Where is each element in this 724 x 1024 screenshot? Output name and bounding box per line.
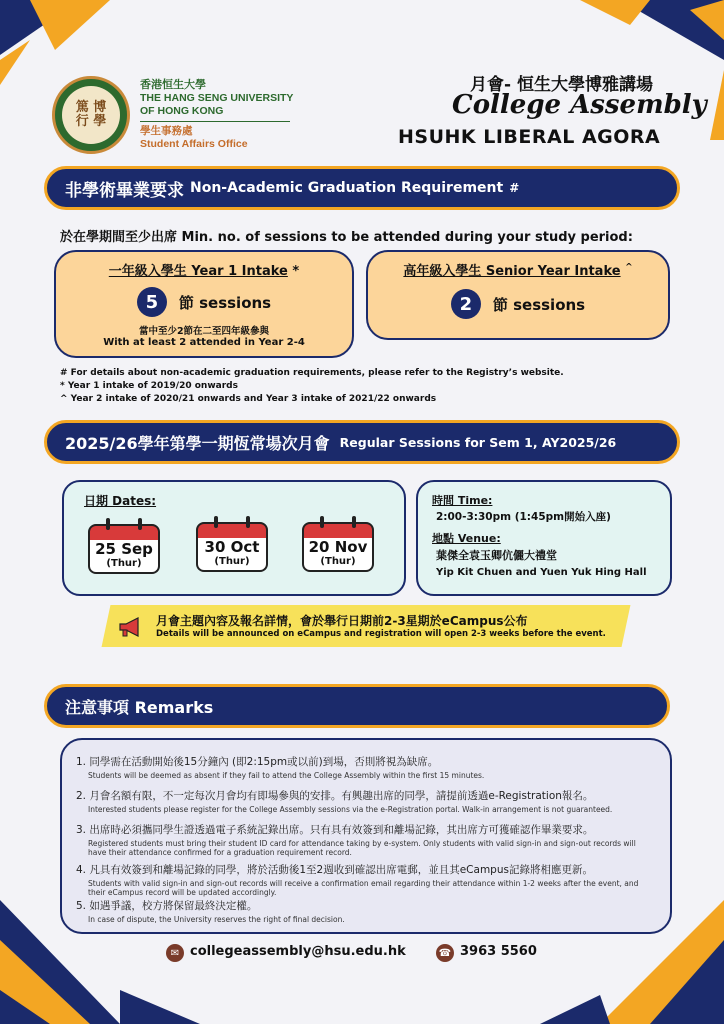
phone-icon: ☎ (436, 944, 454, 962)
senior-heading: 高年級入學生 Senior Year Intake (403, 264, 621, 279)
sessions-section-bar (44, 420, 680, 464)
announcement-zh: 月會主題內容及報名詳情，會於舉行日期前2-3星期於eCampus公布 (156, 614, 528, 628)
calendar-ring (352, 516, 356, 528)
senior-intake-card (366, 250, 670, 340)
remark-en: Students with valid sign-in and sign-out records will receive a confirmation email regarding their attendance within 1-2 weeks after the event, and their eCampus record will be updated accordingly. (88, 879, 639, 897)
university-logo-emblem: 篤 博 行 學 (62, 86, 120, 144)
remark-en: Interested students please register for the College Assembly sessions via the e-Registration portal. Walk-in arrangement is not guaranteed. (88, 805, 613, 814)
session-weekday: (Thur) (106, 558, 142, 569)
calendar-ring (246, 516, 250, 528)
contact-email[interactable]: collegeassembly@hsu.edu.hk (190, 944, 406, 959)
calendar-body (196, 538, 268, 572)
min-sessions-text: 於在學期間至少出席 Min. no. of sessions to be attended during your study period: (60, 230, 633, 245)
remark-en: Registered students must bring their student ID card for attendance taking by e-system. Only students with valid sign-in and sign-out records will have their attendance confirmed for a graduation requirement record. (88, 839, 636, 857)
time-label: 時間 Time: (432, 494, 493, 507)
senior-count-badge: 2 (451, 289, 481, 319)
requirement-footnotes (60, 367, 564, 406)
calendar-ring (320, 516, 324, 528)
senior-mark: ^ (625, 262, 633, 273)
announcement-en: Details will be announced on eCampus and registration will open 2-3 weeks before the event. (156, 629, 606, 639)
dates-label: 日期 Dates: (84, 494, 157, 508)
year1-heading: 一年級入學生 Year 1 Intake (108, 264, 288, 279)
contact-phone[interactable]: 3963 5560 (460, 944, 537, 959)
university-logo (52, 76, 130, 154)
office-name-zh: 學生事務處 (140, 125, 193, 137)
session-date: 30 Oct (204, 538, 260, 556)
time-value: 2:00-3:30pm (1:45pm開始入座) (436, 511, 611, 523)
calendar-ring (106, 518, 110, 530)
remarks-section-bar (44, 684, 670, 728)
remark-item-2 (76, 788, 612, 814)
remark-en: Students will be deemed as absent if they fail to attend the College Assembly within the first 15 minutes. (88, 771, 485, 780)
announcement-text (156, 612, 606, 639)
year1-note-zh: 當中至少2節在二至四年級參與 (138, 326, 270, 337)
remark-zh: 1. 同學需在活動開始後15分鐘內 (即2:15pm或以前)到場，否則將視為缺席。 (76, 756, 439, 768)
remark-en: In case of dispute, the University reserves the right of final decision. (88, 915, 345, 924)
time-venue-card (416, 480, 672, 596)
remark-item-3 (76, 822, 660, 857)
university-name-en-line1: THE HANG SENG UNIVERSITY (140, 92, 294, 104)
year1-count-badge: 5 (137, 287, 167, 317)
email-icon: ✉ (166, 944, 184, 962)
university-name-en-line2: OF HONG KONG (140, 105, 224, 117)
remark-zh: 2. 月會名額有限，不一定每次月會均有即場參與的安排。有興趣出席的同學，請提前透過e-Registration報名。 (76, 790, 594, 802)
university-name-zh: 香港恒生大學 (140, 79, 206, 91)
sessions-bar-title-zh: 2025/26學年第學一期恆常場次月會 (65, 433, 330, 453)
footnote-star: * Year 1 intake of 2019/20 onwards (60, 381, 238, 391)
remark-item-1 (76, 754, 484, 780)
remark-zh: 4. 凡具有效簽到和離場記錄的同學，將於活動後1至2週收到確認出席電郵，並且其eCampus記錄將相應更新。 (76, 864, 593, 876)
calendar-date-3 (302, 516, 374, 572)
remark-item-4 (76, 862, 660, 897)
title-college-assembly: College Assembly (452, 90, 707, 120)
calendar-body (302, 538, 374, 572)
requirement-bar-mark: # (509, 181, 520, 195)
remark-zh: 5. 如遇爭議，校方將保留最終決定權。 (76, 900, 258, 912)
session-date: 25 Sep (95, 540, 153, 558)
calendar-date-2 (196, 516, 268, 572)
megaphone-icon (118, 616, 144, 642)
calendar-body (88, 540, 160, 574)
calendar-ring (138, 518, 142, 530)
venue-name-en: Yip Kit Chuen and Yuen Yuk Hing Hall (436, 567, 647, 578)
year1-mark: * (292, 264, 300, 279)
office-name-en: Student Affairs Office (140, 138, 248, 150)
venue-name-zh: 葉傑全袁玉卿伉儷大禮堂 (436, 549, 557, 562)
requirement-bar-title-zh: 非學術畢業要求 (65, 180, 184, 201)
session-weekday: (Thur) (320, 556, 356, 567)
year1-unit: 節 sessions (178, 293, 272, 312)
calendar-date-1 (88, 518, 160, 574)
corner-decoration-top-left (0, 0, 140, 90)
senior-unit: 節 sessions (492, 295, 586, 314)
university-name-block (140, 76, 293, 151)
remarks-list (60, 738, 672, 934)
session-date: 20 Nov (308, 538, 368, 556)
footnote-hash: # For details about non-academic graduation requirements, please refer to the Registry’s website. (60, 368, 564, 378)
title-zh: 月會- 恒生大學博雅講場 (470, 75, 653, 95)
remark-zh: 3. 出席時必須攜同學生證透過電子系統記錄出席。只有具有效簽到和離場記錄，其出席方可獲確認作畢業要求。 (76, 824, 594, 836)
divider (140, 121, 290, 122)
requirement-section-bar (44, 166, 680, 210)
requirement-bar-title-en: Non-Academic Graduation Requirement (190, 180, 504, 196)
year1-intake-card (54, 250, 354, 358)
remark-item-5 (76, 898, 345, 924)
sessions-bar-title-en: Regular Sessions for Sem 1, AY2025/26 (339, 434, 617, 450)
venue-label: 地點 Venue: (432, 532, 501, 545)
calendar-ring (214, 516, 218, 528)
year1-note-en: With at least 2 attended in Year 2-4 (103, 337, 305, 348)
remarks-bar-title: 注意事項 Remarks (65, 697, 214, 717)
session-weekday: (Thur) (214, 556, 250, 567)
title-liberal-agora: HSUHK LIBERAL AGORA (398, 126, 661, 148)
footnote-caret: ^ Year 2 intake of 2020/21 onwards and Year 3 intake of 2021/22 onwards (60, 394, 437, 404)
